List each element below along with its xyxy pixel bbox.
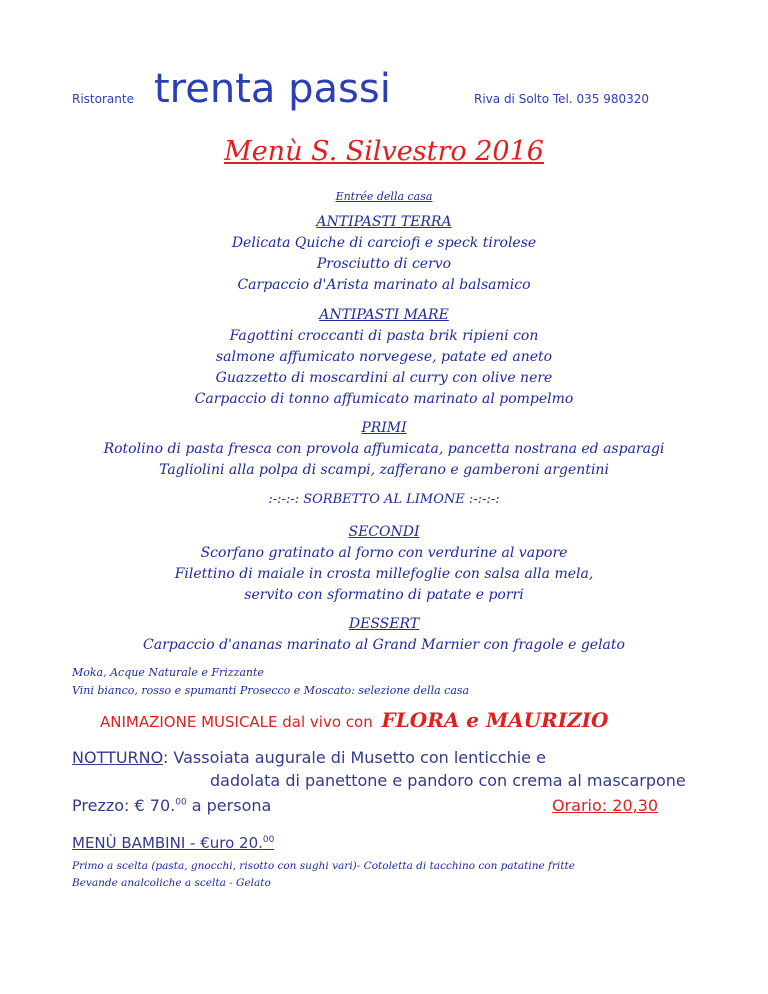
section-heading-antipasti-terra: ANTIPASTI TERRA <box>316 214 452 230</box>
dish: salmone affumicato norvegese, patate ed aneto <box>215 349 553 365</box>
restaurant-location: Riva di Solto Tel. 035 980320 <box>474 92 650 106</box>
extras-line: Moka, Acque Naturale e Frizzante <box>72 666 264 679</box>
sorbetto: :-:-:-: SORBETTO AL LIMONE :-:-:-: <box>268 492 500 507</box>
prezzo-text: Prezzo: € 70. <box>72 796 176 815</box>
restaurant-name: trenta passi <box>154 66 391 112</box>
ristorante-label: Ristorante <box>72 92 134 106</box>
extras-line: Vini bianco, rosso e spumanti Prosecco e Moscato: selezione della casa <box>72 684 470 697</box>
section-heading-primi: PRIMI <box>361 420 407 436</box>
bambini-line: Bevande analcoliche a scelta - Gelato <box>72 877 271 889</box>
prezzo <box>72 796 271 815</box>
menu-title: Menù S. Silvestro 2016 <box>224 136 544 167</box>
bambini-text: MENÙ BAMBINI - €uro 20. <box>72 834 263 852</box>
section-heading-dessert: DESSERT <box>348 616 420 632</box>
prezzo-suffix: a persona <box>186 796 272 815</box>
dish: Carpaccio d'ananas marinato al Grand Marnier con fragole e gelato <box>143 637 625 653</box>
entree: Entrée della casa <box>335 190 433 203</box>
dish: Fagottini croccanti di pasta brik ripieni con <box>229 328 539 344</box>
dish: Prosciutto di cervo <box>316 256 452 272</box>
animazione-text: ANIMAZIONE MUSICALE dal vivo con <box>100 713 373 731</box>
menu-bambini <box>72 834 274 852</box>
orario: Orario: 20,30 <box>552 796 659 815</box>
animazione-artists: FLORA e MAURIZIO <box>381 708 609 732</box>
notturno-label: NOTTURNO <box>72 748 163 767</box>
dish: servito con sformatino di patate e porri <box>244 587 524 603</box>
notturno-line-1 <box>72 748 546 767</box>
dish: Tagliolini alla polpa di scampi, zafferano e gamberoni argentini <box>159 462 609 478</box>
dish: Guazzetto di moscardini al curry con olive nere <box>215 370 553 386</box>
bambini-line: Primo a scelta (pasta, gnocchi, risotto con sughi vari)- Cotoletta di tacchino con patatine fritte <box>72 860 575 872</box>
section-heading-secondi: SECONDI <box>348 524 420 540</box>
dish: Scorfano gratinato al forno con verdurine al vapore <box>200 545 568 561</box>
notturno-line-2: dadolata di panettone e pandoro con crema al mascarpone <box>210 771 686 790</box>
section-heading-antipasti-mare: ANTIPASTI MARE <box>319 307 449 323</box>
dish: Rotolino di pasta fresca con provola affumicata, pancetta nostrana ed asparagi <box>103 441 665 457</box>
dish: Delicata Quiche di carciofi e speck tirolese <box>231 235 537 251</box>
dish: Carpaccio di tonno affumicato marinato al pompelmo <box>194 391 574 407</box>
prezzo-cents: 00 <box>175 797 187 808</box>
bambini-cents: 00 <box>262 835 275 845</box>
notturno-text: : Vassoiata augurale di Musetto con lenticchie e <box>162 748 546 767</box>
dish: Carpaccio d'Arista marinato al balsamico <box>237 277 531 293</box>
dish: Filettino di maiale in crosta millefoglie con salsa alla mela, <box>174 566 594 582</box>
animazione-line <box>100 708 608 732</box>
